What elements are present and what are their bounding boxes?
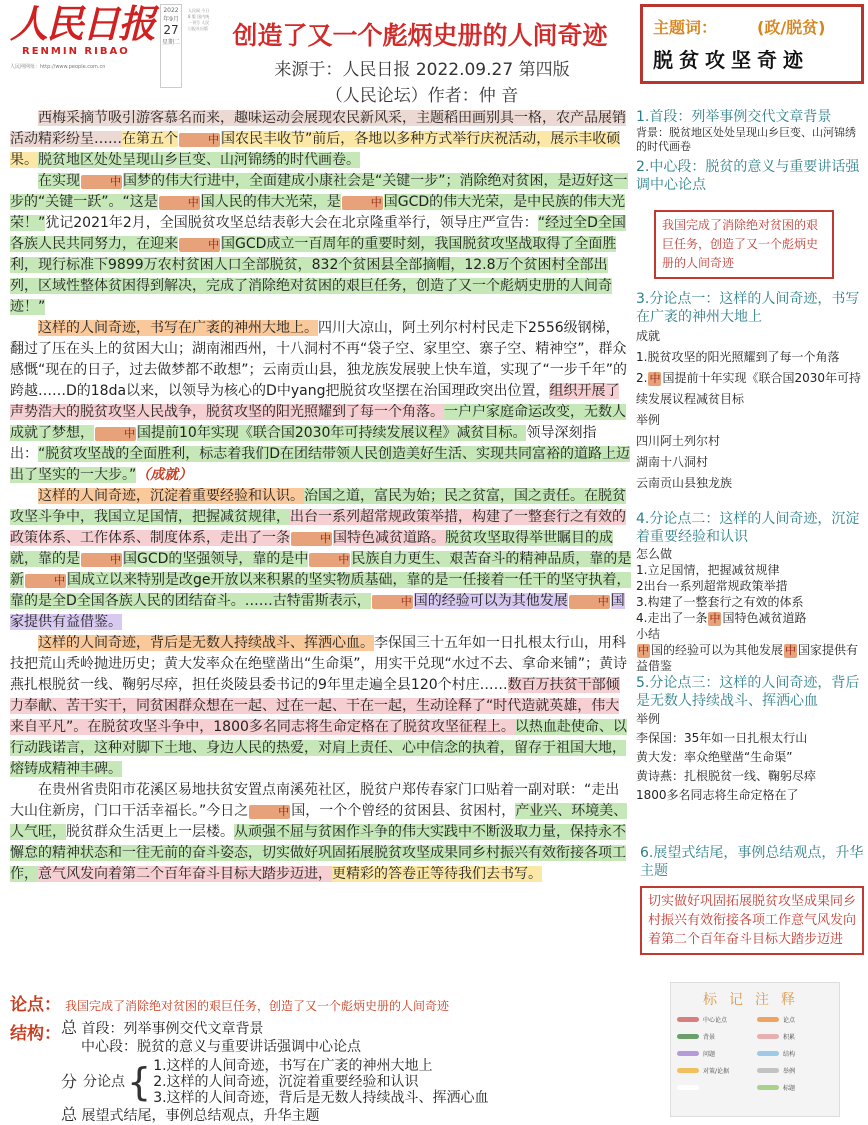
newspaper-logo-en: RENMIN RIBAO bbox=[22, 46, 130, 57]
outline-column bbox=[636, 108, 864, 194]
legend-label: 问题 bbox=[703, 1051, 716, 1058]
outline-section-3: 3.分论点一：这样的人间奇迹，书写在广袤的神州大地上 成就 1.脱贫攻坚的阳光照耀到了每一个角落 2. 中 国提前十年实现《联合国2030年可持续发展议程减贫目标 举例 四川阿土列尔村 湖南十八洞村 云南贡山县独龙族 bbox=[636, 290, 864, 494]
outline-section-5-title: 5.分论点三：这样的人间奇迹，背后是无数人持续战斗、挥洒心血 bbox=[636, 675, 860, 709]
legend-swatch bbox=[757, 1068, 779, 1073]
legend-item bbox=[757, 1015, 833, 1024]
outline-section-4: 4.分论点二：这样的人间奇迹，沉淀着重要经验和认识 怎么做 1.立足国情，把握减贫规律 2出台一系列超常规政策举措 3.构建了一整套行之有效的体系 4.走出了一条 中 国特色减贫道路 小结 中 国的经验可以为其他发展 中 国家提供有益借鉴 bbox=[636, 510, 864, 674]
source-line-2: （人民论坛）作者：仲 音 bbox=[325, 86, 519, 106]
legend-item bbox=[757, 1032, 833, 1041]
article-body bbox=[10, 108, 632, 885]
legend-swatch bbox=[677, 1085, 699, 1090]
legend-swatch bbox=[677, 1034, 699, 1039]
outline-section-6 bbox=[640, 844, 868, 880]
date-year: 2022年9月 bbox=[163, 7, 179, 23]
paragraph-1: 西梅采摘节吸引游客慕名而来，趣味运动会展现农民新风采，主题稻田画别具一格，农产品展销活动精彩纷呈……在第五个 中 国农民丰收节”前后，各地以多种方式举行庆祝活动，展示丰收硕果。脱贫地区处处呈现山乡巨变、山河锦绣的时代画卷。 bbox=[10, 110, 626, 168]
masthead-nav: 人民网 今日 8 版 国内统一刊号 人民日报社出版 bbox=[188, 8, 210, 31]
newspaper-site: 人民网网址：http://www.people.com.cn bbox=[10, 64, 106, 70]
central-thesis-box: 我国完成了消除绝对贫困的艰巨任务，创造了又一个彪炳史册的人间奇迹 bbox=[654, 210, 834, 279]
annotation-chengjiu: （成就） bbox=[136, 467, 193, 483]
legend-item bbox=[757, 1066, 833, 1075]
legend-label: 论点 bbox=[783, 1017, 796, 1024]
legend-item bbox=[677, 1066, 753, 1075]
lundian-label: 论点： bbox=[10, 995, 61, 1015]
legend-swatch bbox=[677, 1051, 699, 1056]
legend-title: 标记注释 bbox=[703, 992, 807, 1008]
legend-label: 标题 bbox=[783, 1085, 796, 1092]
legend-label: 背景 bbox=[703, 1034, 716, 1041]
conclusion-box: 切实做好巩固拓展脱贫攻坚成果同乡村振兴有效衔接各项工作意气风发向着第二个百年奋斗目标大踏步迈进 bbox=[640, 886, 864, 955]
paragraph-2: 在实现 中 国梦的伟大行进中，全面建成小康社会是“关键一步”；消除绝对贫困，是迈好这一步的“关键一跃”。“这是 中 国人民的伟大光荣，是 中 国GCD的伟大光荣，是中民族的伟大光荣！”犹记2021年2月，全国脱贫攻坚总结表彰大会在北京隆重举行，领导庄严宣告：“经过全D全国各族人民共同努力，在迎来 中 国GCD成立一百周年的重要时刻，我国脱贫攻坚战取得了全面胜利，现行标准下9899万农村贫困人口全部脱贫，832个贫困县全部摘帽，12.8万个贫困村全部出列，区域性整体贫困得到解决，完成了消除绝对贫困的艰巨任务，创造了又一个彪炳史册的人间奇迹！” bbox=[10, 173, 628, 315]
legend-swatch bbox=[757, 1051, 779, 1056]
theme-label: 主题词： bbox=[653, 18, 718, 37]
legend-label: 结构 bbox=[783, 1051, 796, 1058]
outline-section-3-title: 3.分论点一：这样的人间奇迹，书写在广袤的神州大地上 bbox=[636, 291, 860, 325]
outline-background: 背景：脱贫地区处处呈现山乡巨变、山河锦绣的时代画卷 bbox=[636, 126, 856, 153]
outline-section-1-title: 1.首段：列举事例交代文章背景 bbox=[636, 109, 832, 125]
outline-section-6-title: 6.展望式结尾，事例总结观点，升华主题 bbox=[640, 845, 864, 879]
outline-section-2-title: 2.中心段：脱贫的意义与重要讲话强调中心论点 bbox=[636, 159, 860, 193]
date-weekday: 星期二 bbox=[161, 39, 180, 46]
outline-section-5: 5.分论点三：这样的人间奇迹，背后是无数人持续战斗、挥洒心血 举例 李保国：35年如一日扎根太行山 黄大发：率众绝壁凿“生命渠” 黄诗燕：扎根脱贫一线、鞠躬尽瘁 1800多名同志将生命定格在了 bbox=[636, 674, 864, 805]
theme-box bbox=[640, 4, 864, 84]
newspaper-logo: 人民日报 bbox=[10, 1, 155, 46]
masthead bbox=[10, 2, 158, 88]
lundian-text: 我国完成了消除绝对贫困的艰巨任务，创造了又一个彪炳史册的人间奇迹 bbox=[65, 999, 450, 1013]
legend-label: 中心论点 bbox=[703, 1017, 728, 1024]
legend-item bbox=[677, 1015, 753, 1024]
summary: 论点： 我国完成了消除绝对贫困的艰巨任务，创造了又一个彪炳史册的人间奇迹 结构： 总 首段：列举事例交代文章背景 中心段：脱贫的意义与重要讲话强调中心论点 分 分论点 { 1.这样的人间奇迹，书写在广袤的神州大地上 2.这样的人间奇迹，沉淀着重要经验和认识 3.这样的人间奇迹，背后是无数人持续战斗、挥洒心血 总 展望式结尾，事例总结观点，升华主题 bbox=[10, 990, 650, 1125]
source-line-1: 来源于：人民日报 2022.09.27 第四版 bbox=[274, 60, 570, 80]
paragraph-4: 这样的人间奇迹，沉淀着重要经验和认识。治国之道，富民为始；民之贫富，国之责任。在脱贫攻坚斗争中，我国立足国情，把握减贫规律，出台一系列超常规政策举措，构建了一整套行之有效的政策体系、工作体系、制度体系，走出了一条 中 国特色减贫道路。脱贫攻坚取得举世瞩目的成就，靠的是 中 国GCD的坚强领导，靠的是中 中 民族自力更生、艰苦奋斗的精神品质，靠的是新 中 国成立以来特别是改ge开放以来积累的坚实物质基础，靠的是一任接着一任干的坚守执着，靠的是全D全国各族人民的团结奋斗。……古特雷斯表示， 中 国的经验可以为其他发展 中 国家提供有益借鉴。 bbox=[10, 488, 632, 630]
legend-label: 举例 bbox=[783, 1068, 796, 1075]
theme-tag: (政/脱贫) bbox=[757, 18, 826, 37]
legend-item bbox=[757, 1083, 833, 1092]
legend-card bbox=[670, 982, 840, 1117]
legend-swatch bbox=[757, 1034, 779, 1039]
paragraph-3: 这样的人间奇迹，书写在广袤的神州大地上。四川大凉山，阿土列尔村村民走下2556级钢梯，翻过了压在头上的贫困大山；湖南湘西州，十八洞村不再“袋子空、家里空、寨子空、精神空”，群众感慨“现在的日子，过去做梦都不敢想”；云南贡山县，独龙族发展驶上快车道，实现了“一步千年”的跨越……D的18da以来，以领导为核心的D中yang把脱贫攻坚摆在治国理政突出位置，组织开展了声势浩大的脱贫攻坚人民战争，脱贫攻坚的阳光照耀到了每一个角落。一户户家庭命运改变，无数人成就了梦想， 中 国提前10年实现《联合国2030年可持续发展议程》减贫目标。领导深刻指出：“脱贫攻坚战的全面胜利，标志着我们D在团结带领人民创造美好生活、实现共同富裕的道路上迈出了坚实的一大步。”（成就） bbox=[10, 320, 631, 483]
legend-item bbox=[677, 1083, 753, 1092]
legend-label: 积累 bbox=[783, 1034, 796, 1041]
theme-text: 脱贫攻坚奇迹 bbox=[653, 48, 809, 72]
legend-swatch bbox=[757, 1017, 779, 1022]
legend-swatch bbox=[757, 1085, 779, 1090]
date-box bbox=[160, 4, 182, 88]
legend-item bbox=[757, 1049, 833, 1058]
legend-swatch bbox=[677, 1068, 699, 1073]
legend-item bbox=[677, 1049, 753, 1058]
outline-section-4-title: 4.分论点二：这样的人间奇迹，沉淀着重要经验和认识 bbox=[636, 511, 860, 545]
headline: 创造了又一个彪炳史册的人间奇迹 bbox=[232, 21, 608, 50]
legend-label: 对策/论据 bbox=[703, 1068, 730, 1075]
legend-item bbox=[677, 1032, 753, 1041]
paragraph-6: 在贵州省贵阳市花溪区易地扶贫安置点南溪苑社区，脱贫户郑传春家门口贴着一副对联：“走出大山住新房，门口干活幸福长。”今日之 中 国，一个个曾经的贫困县、贫困村，产业兴、环境美、人气旺，脱贫群众生活更上一层楼。从顽强不屈与贫困作斗争的伟大实践中不断汲取力量，保持永不懈怠的精神状态和一往无前的奋斗姿态，切实做好巩固拓展脱贫攻坚成果同乡村振兴有效衔接各项工作，意气风发向着第二个百年奋斗目标大踏步迈进，更精彩的答卷正等待我们去书写。 bbox=[10, 782, 628, 882]
paragraph-5: 这样的人间奇迹，背后是无数人持续战斗、挥洒心血。李保国三十五年如一日扎根太行山，用科技把荒山秃岭抛进历史；黄大发率众在绝壁凿出“生命渠”，用实干兑现“水过不去、拿命来铺”；黄诗燕扎根脱贫一线、鞠躬尽瘁，担任炎陵县委书记的9年里走遍全县120个村庄……数百万扶贫干部倾力奉献、苦干实干，同贫困群众想在一起、过在一起、干在一起，生动诠释了“时代造就英雄，伟大来自平凡”。在脱贫攻坚斗争中，1800多名同志将生命定格在了脱贫攻坚征程上。以热血赴使命、以行动践诺言，这种对脚下土地、身边人民的热爱，对肩上责任、心中信念的执着，留存于祖国大地，熔铸成精神丰碑。 bbox=[10, 635, 628, 777]
jiegou-label: 结构： bbox=[10, 1024, 61, 1044]
legend-swatch bbox=[677, 1017, 699, 1022]
legend-grid bbox=[677, 1015, 833, 1092]
date-day: 27 bbox=[163, 23, 179, 37]
